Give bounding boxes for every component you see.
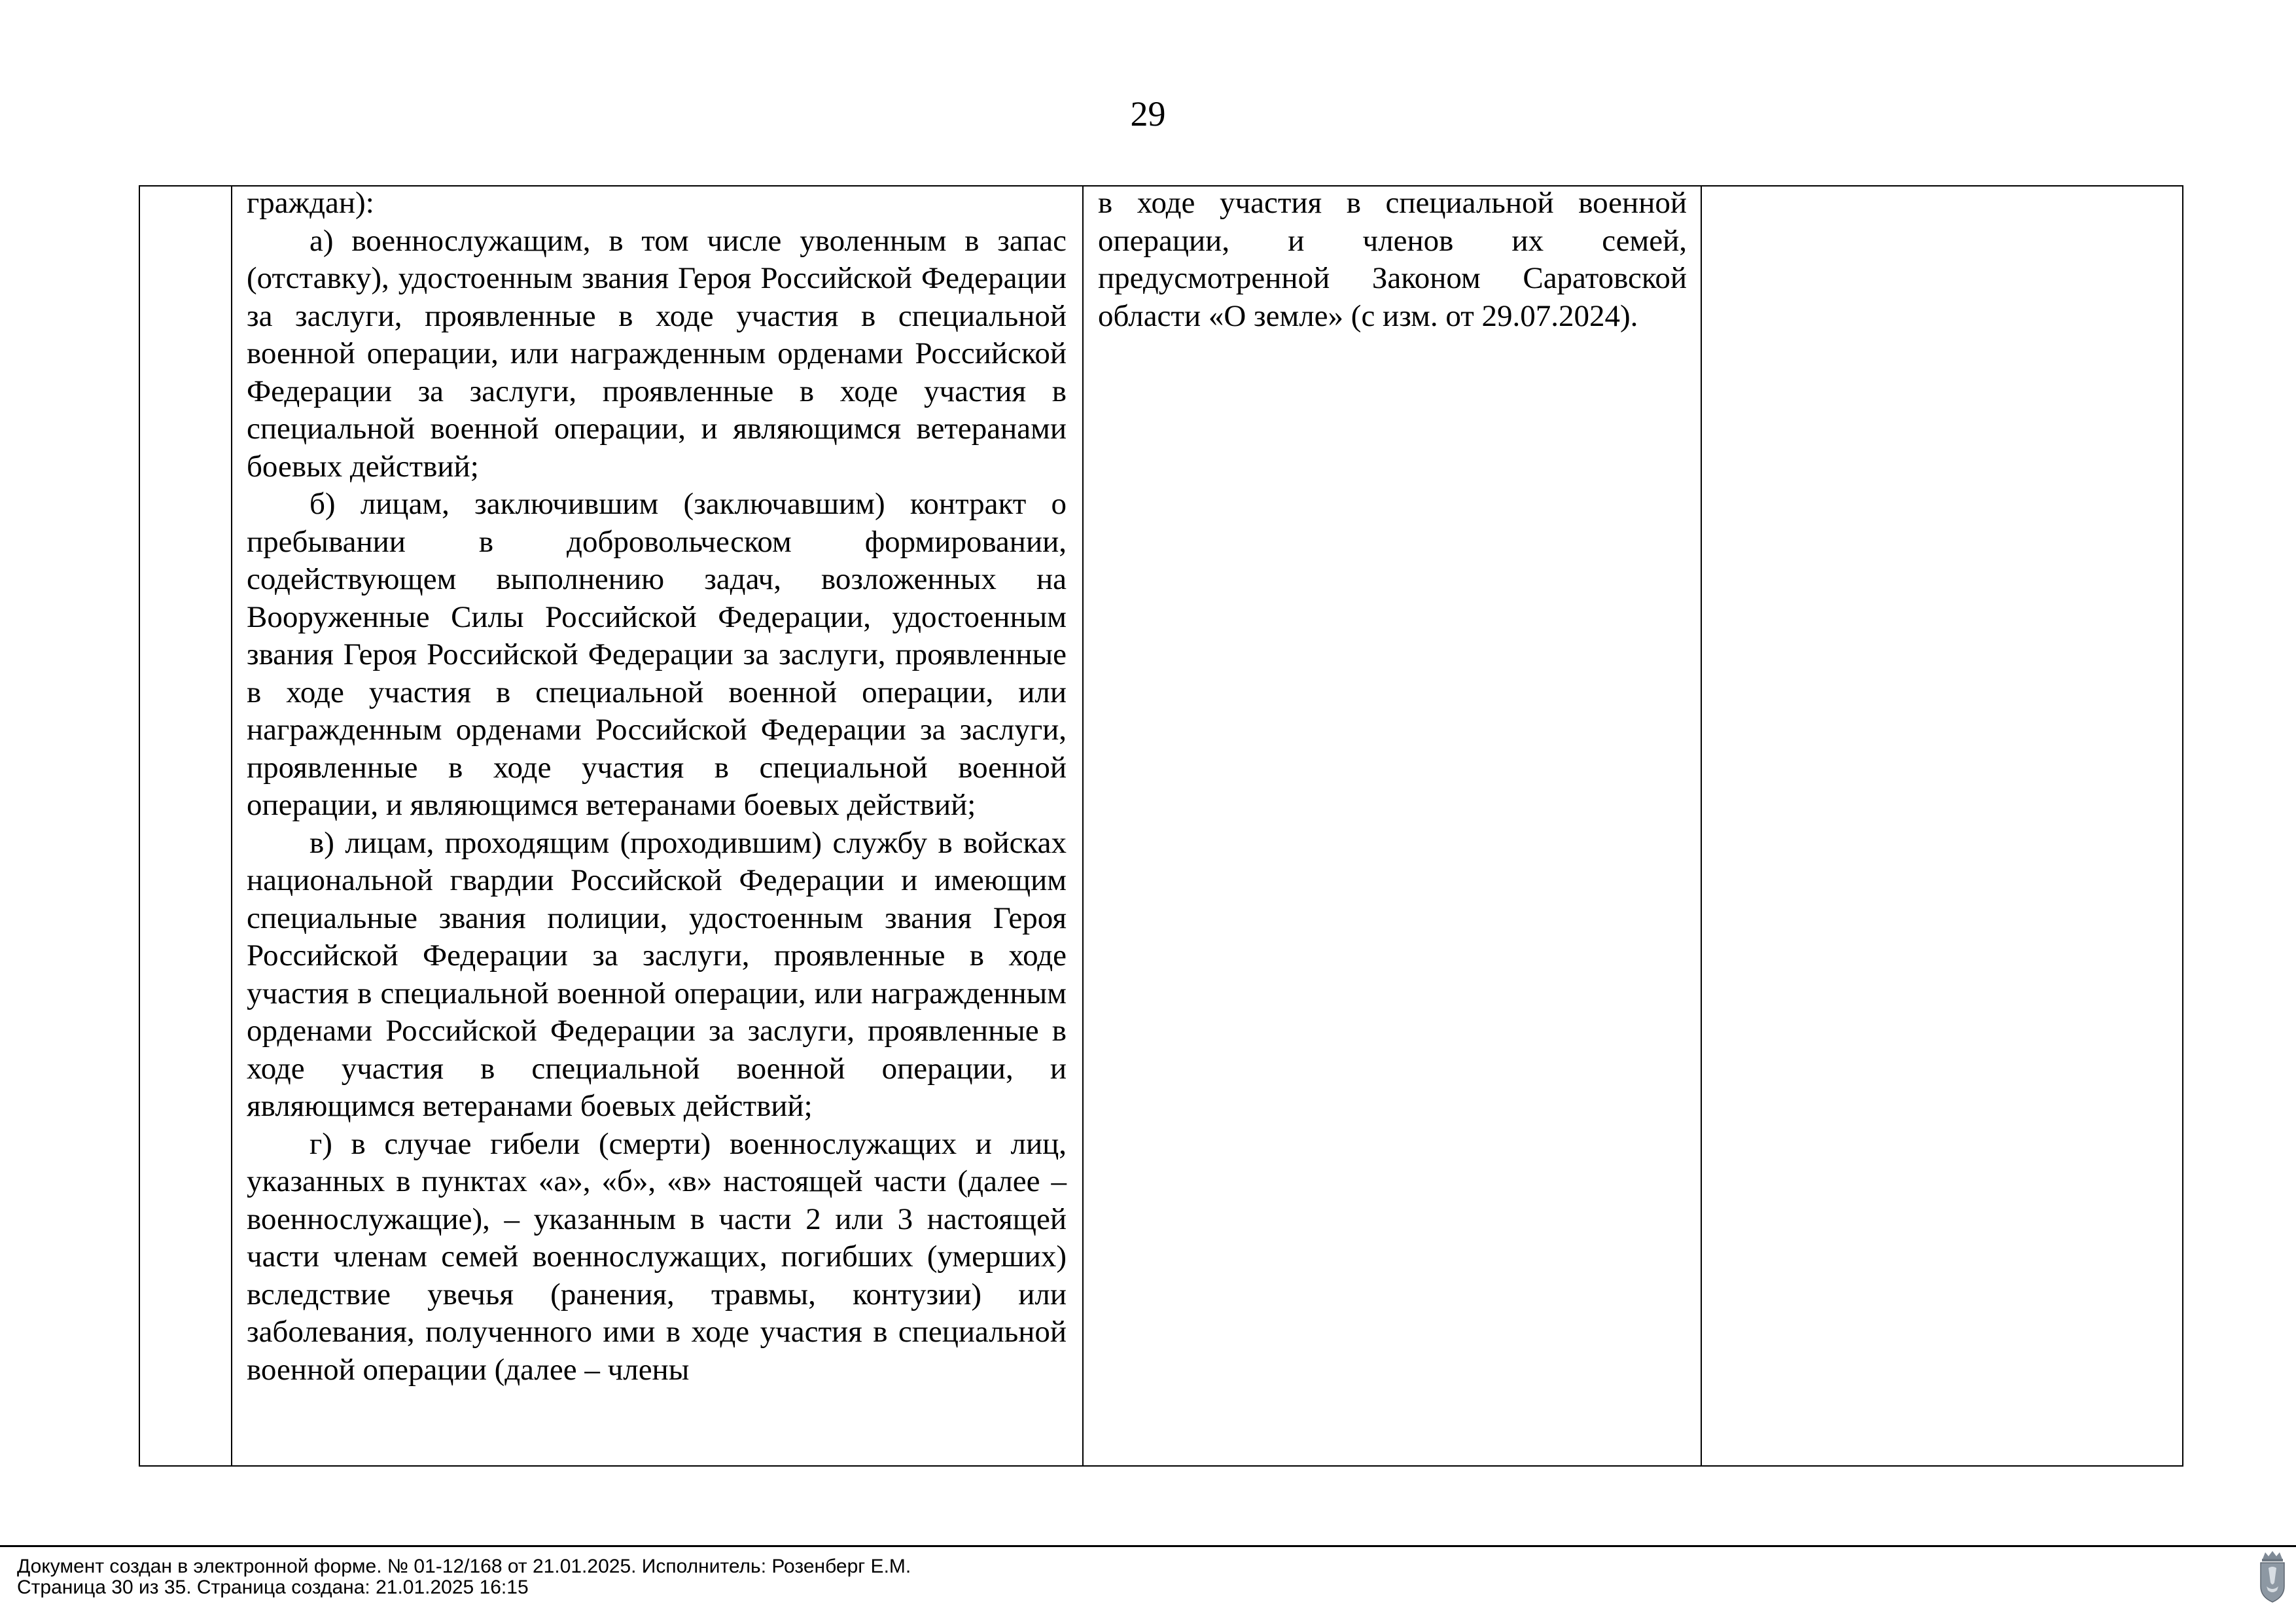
table-cell-notes (1702, 187, 2183, 1465)
table-cell-content (232, 187, 1084, 1465)
paragraph-a: а) военнослужащим, в том числе уволенным в запас (отставку), удостоенным звания Героя Российской Федерации за заслуги, проявленные в ходе участия в специальной военной операции, или награжденным орденами Российской Федерации за заслуги, проявленные в ходе участия в специальной военной операции, и являющимся ветеранами боевых действий; (247, 223, 1067, 484)
paragraph-b: б) лицам, заключившим (заключавшим) контракт о пребывании в добровольческом формировании, содействующем выполнению задач, возложенных на Вооруженные Силы Российской Федерации, удостоенным звания Героя Российской Федерации за заслуги, проявленные в ходе участия в специальной военной операции, или награжденным орденами Российской Федерации за заслуги, проявленные в ходе участия в специальной военной операции, и являющимся ветеранами боевых действий; (247, 487, 1067, 822)
paragraph-g: г) в случае гибели (смерти) военнослужащих и лиц, указанных в пунктах «а», «б», «в» настоящей части (далее – военнослужащие), – указанным в части 2 или 3 настоящей части членам семей военнослужащих, погибших (умерших) вследствие увечья (ранения, травмы, контузии) или заболевания, полученного ими в ходе участия в специальной военной операции (далее – члены (247, 1126, 1067, 1387)
reference-paragraph: в ходе участия в специальной военной операции, и членов их семей, предусмотренной Законом Саратовской области «О земле» (с изм. от 29.07.2024). (1098, 186, 1687, 333)
footer-line-2: Страница 30 из 35. Страница создана: 21.01.2025 16:15 (17, 1577, 529, 1598)
content-text (247, 185, 1067, 1389)
footer (17, 1556, 911, 1598)
table-cell-number (140, 187, 232, 1465)
document-table (139, 185, 2183, 1467)
footer-line-1: Документ создан в электронной форме. № 01-12/168 от 21.01.2025. Исполнитель: Розенберг Е.М. (17, 1556, 911, 1577)
footer-divider (0, 1545, 2296, 1547)
page-number: 29 (1130, 94, 1166, 134)
reference-text (1098, 185, 1687, 335)
paragraph-v: в) лицам, проходящим (проходившим) службу в войсках национальной гвардии Российской Федерации и имеющим специальные звания полиции, удостоенным звания Героя Российской Федерации за заслуги, проявленные в ходе участия в специальной военной операции, или награжденным орденами Российской Федерации за заслуги, проявленные в ходе участия в специальной военной операции, и являющимся ветеранами боевых действий; (247, 825, 1067, 1123)
table-cell-reference (1084, 187, 1702, 1465)
coat-of-arms-icon (2257, 1550, 2287, 1603)
paragraph-0: граждан): (247, 186, 374, 220)
